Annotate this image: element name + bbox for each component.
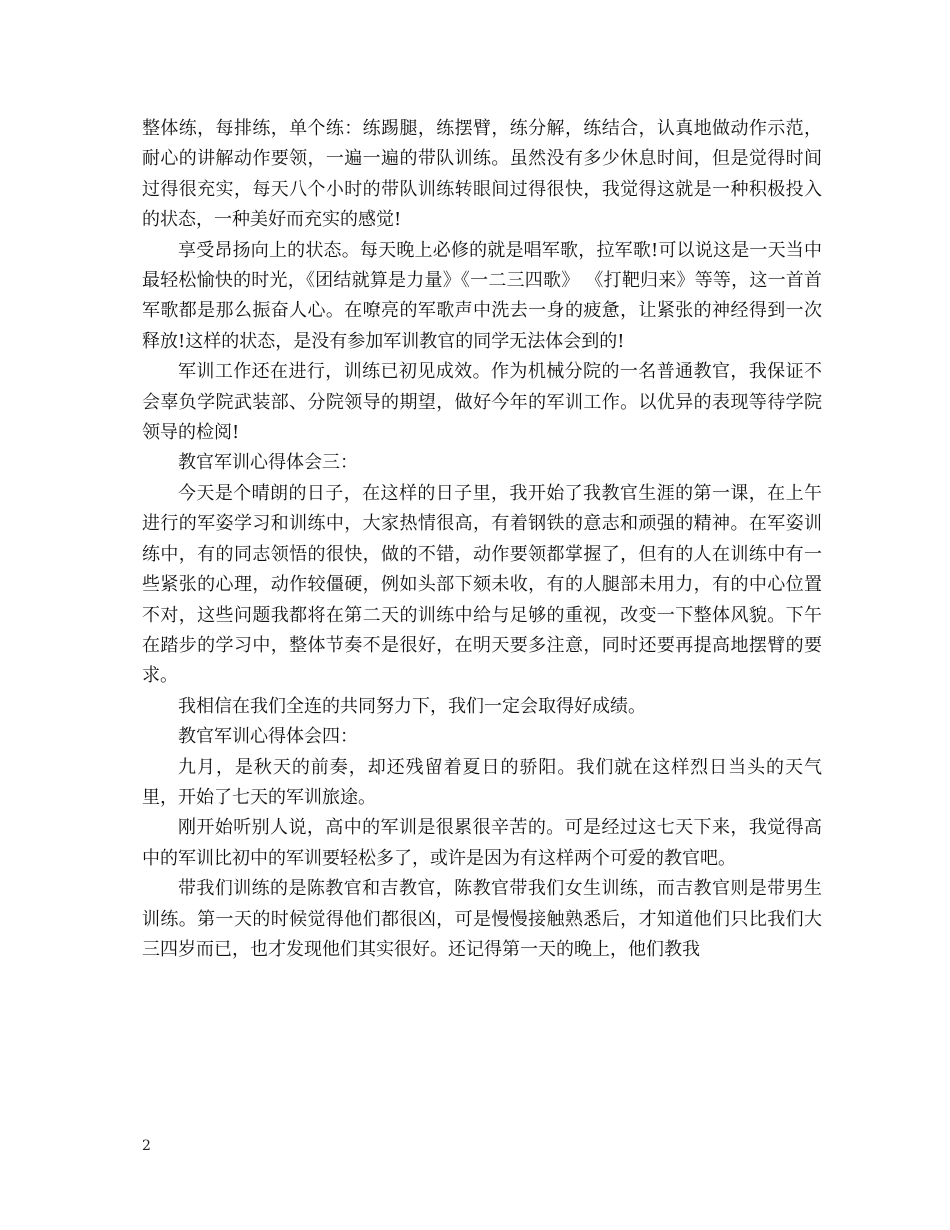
paragraph-1: 整体练，每排练，单个练：练踢腿，练摆臂，练分解，练结合，认真地做动作示范，耐心的讲解动作要领，一遍一遍的带队训练。虽然没有多少休息时间，但是觉得时间过得很充实，每天八个小时的带队训练转眼间过得很快，我觉得这就是一种积极投入的状态，一种美好而充实的感觉! <box>142 118 822 231</box>
section-heading-4: 教官军训心得体会四： <box>178 726 358 748</box>
section-heading-3: 教官军训心得体会三： <box>178 452 358 474</box>
paragraph-3: 军训工作还在进行，训练已初见成效。作为机械分院的一名普通教官，我保证不会辜负学院武装部、分院领导的期望，做好今年的军训工作。以优异的表现等待学院领导的检阅! <box>142 361 822 444</box>
paragraph-8: 带我们训练的是陈教官和吉教官，陈教官带我们女生训练，而吉教官则是带男生训练。第一天的时候觉得他们都很凶，可是慢慢接触熟悉后，才知道他们只比我们大三四岁而已，也才发现他们其实很好。还记得第一天的晚上，他们教我 <box>142 878 822 960</box>
paragraph-7: 刚开始听别人说，高中的军训是很累很辛苦的。可是经过这七天下来，我觉得高中的军训比初中的军训要轻松多了，或许是因为有这样两个可爱的教官吧。 <box>142 817 822 869</box>
paragraph-6: 九月，是秋天的前奏，却还残留着夏日的骄阳。我们就在这样烈日当头的天气里，开始了七天的军训旅途。 <box>142 756 822 808</box>
page-number: 2 <box>142 1138 151 1154</box>
document-body <box>142 114 822 965</box>
paragraph-2: 享受昂扬向上的状态。每天晚上必修的就是唱军歌，拉军歌!可以说这是一天当中最轻松愉快的时光，《团结就算是力量》《一二三四歌》 《打靶归来》等等，这一首首军歌都是那么振奋人心。在嘹亮的军歌声中洗去一身的疲惫，让紧张的神经得到一次释放!这样的状态，是没有参加军训教官的同学无法体会到的! <box>142 239 822 352</box>
paragraph-5: 我相信在我们全连的共同努力下，我们一定会取得好成绩。 <box>178 695 646 717</box>
paragraph-4: 今天是个晴朗的日子，在这样的日子里，我开始了我教官生涯的第一课，在上午进行的军姿学习和训练中，大家热情很高，有着钢铁的意志和顽强的精神。在军姿训练中，有的同志领悟的很快，做的不错，动作要领都掌握了，但有的人在训练中有一些紧张的心理，动作较僵硬，例如头部下颏未收，有的人腿部未用力，有的中心位置不对，这些问题我都将在第二天的训练中给与足够的重视，改变一下整体风貌。下午在踏步的学习中，整体节奏不是很好，在明天要多注意，同时还要再提高地摆臂的要求。 <box>142 482 822 687</box>
